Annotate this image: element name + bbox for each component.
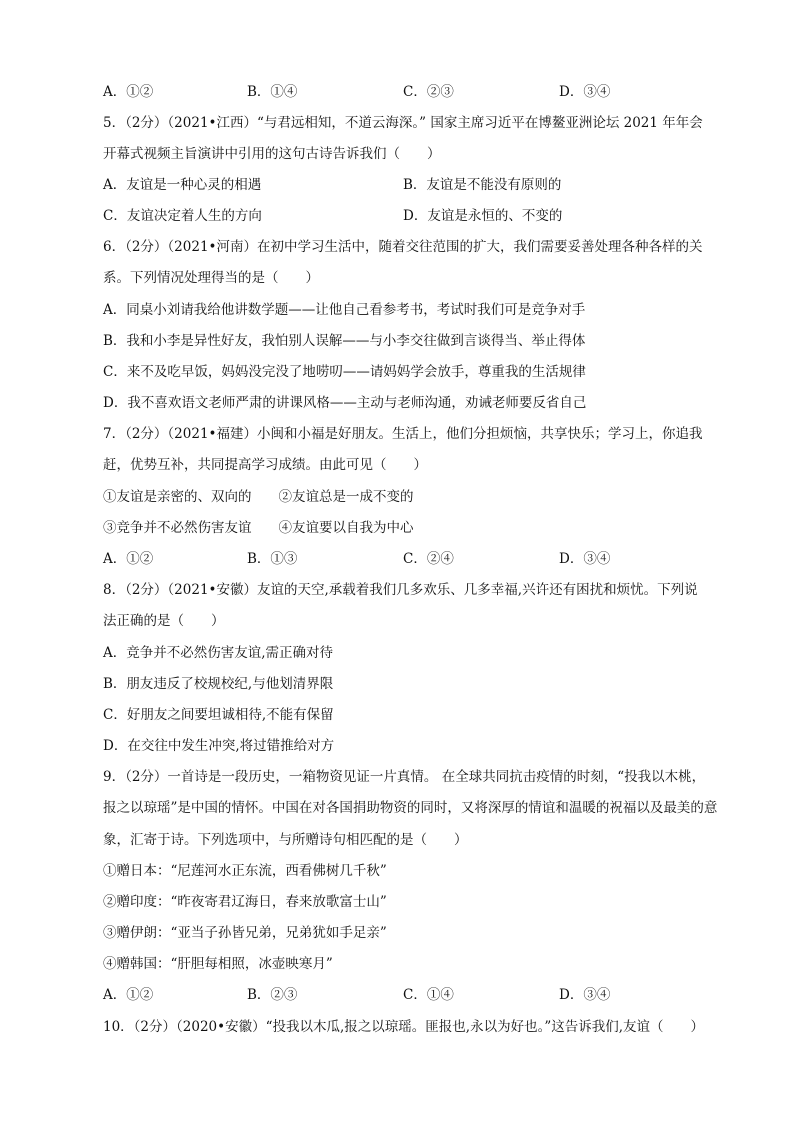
q7-option-c: C．②④ [403, 551, 454, 567]
q4-option-d: D．③④ [559, 84, 611, 100]
q9-stem-line2: 报之以琼瑶”是中国的情怀。中国在对各国捐助物资的同时，又将深厚的情谊和温暖的祝福以及最美的意 [103, 800, 718, 816]
q9-statement-2: ②赠印度：“昨夜寄君辽海日，春来放歌富士山” [103, 894, 387, 910]
q10-stem-line1: 10．（2分）（2020•安徽）“投我以木瓜,报之以琼瑶。匪报也,永以为好也。”这告诉我们,友谊（ ） [103, 1019, 705, 1035]
q8-stem-line2: 法正确的是（ ） [103, 613, 225, 629]
q6-option-d: D．我不喜欢语文老师严肃的讲课风格——主动与老师沟通，劝诫老师要反省自己 [103, 395, 587, 411]
q5-option-d: D．友谊是永恒的、不变的 [403, 208, 563, 224]
q4-option-b: B．①④ [247, 84, 298, 100]
q8-option-d: D．在交往中发生冲突,将过错推给对方 [103, 738, 335, 754]
q5-option-a: A．友谊是一种心灵的相遇 [103, 177, 262, 193]
q9-option-c: C．①④ [403, 987, 454, 1003]
q6-stem-line1: 6．（2分）（2021•河南）在初中学习生活中，随着交往范围的扩大，我们需要妥善处理各种各样的关 [103, 239, 703, 255]
q4-option-a: A．①② [103, 84, 154, 100]
q5-stem-line2: 开幕式视频主旨演讲中引用的这句古诗告诉我们（ ） [103, 146, 441, 162]
q9-option-b: B．②③ [247, 987, 298, 1003]
q9-option-a: A．①② [103, 987, 154, 1003]
q7-option-a: A．①② [103, 551, 154, 567]
q9-stem-line3: 象，汇寄于诗。下列选项中，与所赠诗句相匹配的是（ ） [103, 832, 468, 848]
q9-statement-1: ①赠日本：“尼莲河水正东流，西看佛树几千秋” [103, 863, 387, 879]
q5-option-c: C．友谊决定着人生的方向 [103, 208, 262, 224]
q7-statements-1: ①友谊是亲密的、双向的 ②友谊总是一成不变的 [103, 489, 414, 505]
q8-option-b: B．朋友违反了校规校纪,与他划清界限 [103, 676, 334, 692]
q6-option-b: B．我和小李是异性好友，我怕别人误解——与小李交往做到言谈得当、举止得体 [103, 333, 586, 349]
q7-option-b: B．①③ [247, 551, 298, 567]
q7-statements-2: ③竞争并不必然伤害友谊 ④友谊要以自我为中心 [103, 520, 414, 536]
q5-option-b: B．友谊是不能没有原则的 [403, 177, 562, 193]
q9-statement-3: ③赠伊朗：“亚当子孙皆兄弟，兄弟犹如手足亲” [103, 925, 387, 941]
q6-option-c: C．来不及吃早饭，妈妈没完没了地唠叨——请妈妈学会放手，尊重我的生活规律 [103, 364, 586, 380]
q9-option-d: D．③④ [559, 987, 611, 1003]
q7-stem-line1: 7．（2分）（2021•福建）小闽和小福是好朋友。生活上，他们分担烦恼，共享快乐；学习上，你追我 [103, 426, 703, 442]
q5-stem-line1: 5．（2分）（2021•江西）“与君远相知，不道云海深。” 国家主席习近平在博鳌亚洲论坛 2021 年年会 [103, 115, 703, 131]
q7-stem-line2: 赶，优势互补，共同提高学习成绩。由此可见（ ） [103, 457, 427, 473]
q6-stem-line2: 系。下列情况处理得当的是（ ） [103, 270, 319, 286]
q7-option-d: D．③④ [559, 551, 611, 567]
q4-option-c: C．②③ [403, 84, 454, 100]
q8-option-c: C．好朋友之间要坦诚相待,不能有保留 [103, 707, 334, 723]
q8-stem-line1: 8．（2分）（2021•安徽）友谊的天空,承载着我们几多欢乐、几多幸福,兴许还有困扰和烦忧。下列说 [103, 582, 698, 598]
q8-option-a: A．竞争并不必然伤害友谊,需正确对待 [103, 645, 334, 661]
q9-stem-line1: 9．（2分）一首诗是一段历史，一箱物资见证一片真情。 在全球共同抗击疫情的时刻，“投我以木桃， [103, 769, 706, 785]
q9-statement-4: ④赠韩国：“肝胆每相照，冰壶映寒月” [103, 956, 333, 972]
q6-option-a: A．同桌小刘请我给他讲数学题——让他自己看参考书，考试时我们可是竞争对手 [103, 302, 586, 318]
